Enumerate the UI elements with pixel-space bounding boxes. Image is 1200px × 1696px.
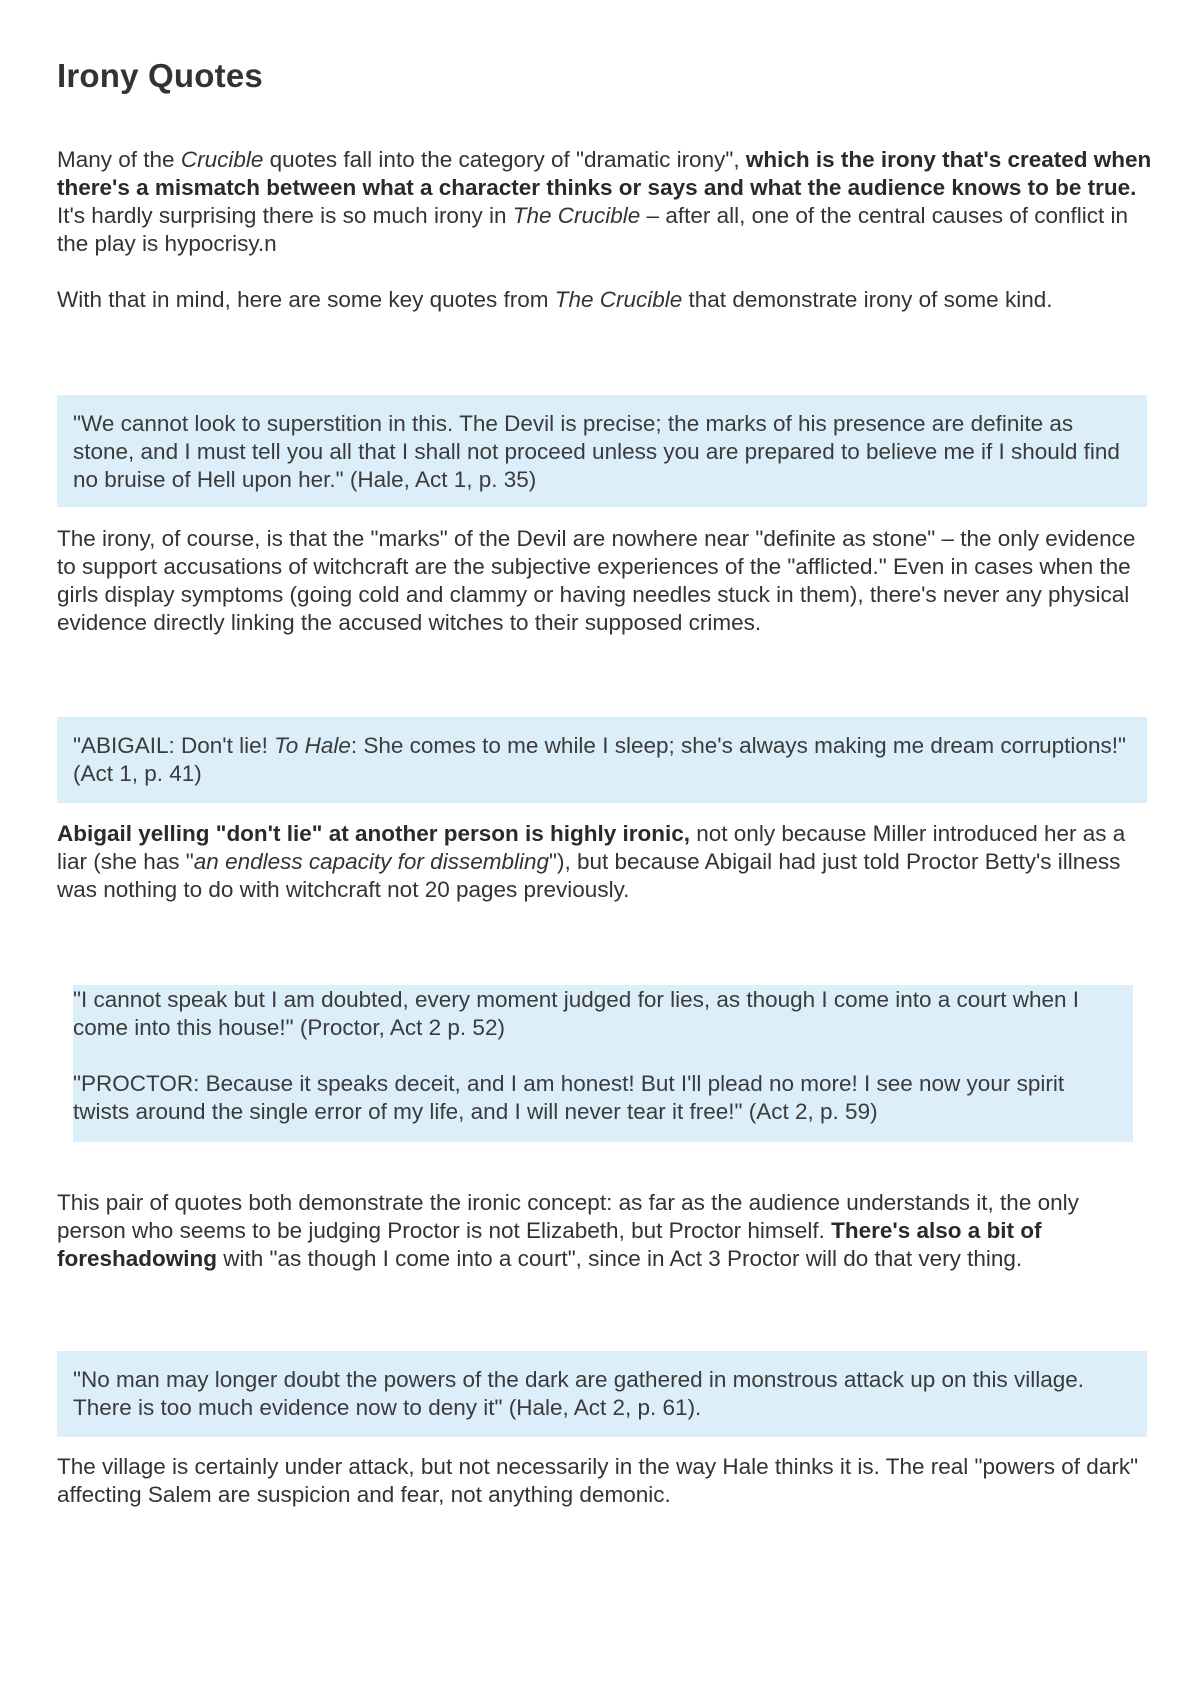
- analysis-text: [57, 1189, 1152, 1273]
- intro-bold-definition: which is the irony that's created when there's a mismatch between what a character thinks or says and what the audience knows to be true.: [57, 147, 1152, 200]
- analysis-italic: an endless capacity for dissembling: [193, 849, 549, 874]
- quote-text-2: "PROCTOR: Because it speaks deceit, and I am honest! But I'll plead no more! I see now your spirit twists around the single error of my life, and I will never tear it free!" (Act 2, p. 59): [73, 1071, 1065, 1124]
- quote-block-4: [57, 1351, 1147, 1437]
- analysis-4: [57, 1453, 1152, 1509]
- analysis-text: The irony, of course, is that the "marks" of the Devil are nowhere near "definite as stone" – the only evidence to support accusations of witchcraft are the subjective experiences of the "afflicted." Even in cases when the girls display symptoms (going cold and clammy or having needles stuck in them), there's never any physical evidence directly linking the accused witches to their supposed crimes.: [57, 526, 1136, 635]
- page-title: Irony Quotes: [57, 57, 263, 94]
- analysis-text-part: "), but because Abigail had just told Proctor Betty's illness was nothing to do with witchcraft not 20 pages previously.: [57, 849, 1121, 902]
- intro-title-italic: Crucible: [180, 147, 264, 172]
- quote-text-part: : She comes to me while I sleep; she's always making me dream corruptions!" (Act 1, p. 41): [73, 733, 1126, 786]
- analysis-bold: There's also a bit of foreshadowing: [57, 1218, 1042, 1271]
- quote-text: "We cannot look to superstition in this. The Devil is precise; the marks of his presence are definite as stone, and I must tell you all that I shall not proceed unless you are prepared to believe me if I should find no bruise of Hell upon her." (Hale, Act 1, p. 35): [73, 411, 1120, 492]
- intro-paragraph-1: [57, 146, 1152, 258]
- intro-text: It's hardly surprising there is so much irony in: [57, 203, 513, 228]
- intro-title-italic: The Crucible: [554, 287, 683, 312]
- analysis-bold: Abigail yelling "don't lie" at another person is highly ironic,: [57, 821, 691, 846]
- intro-text: – after all, one of the central causes of conflict in the play is hypocrisy.n: [57, 203, 1129, 256]
- quote-text-part: "ABIGAIL: Don't lie!: [73, 733, 275, 758]
- intro-text: With that in mind, here are some key quotes from: [57, 287, 555, 312]
- intro-title-italic: The Crucible: [512, 203, 641, 228]
- analysis-text: [57, 820, 1152, 904]
- quote-block-3: [73, 985, 1133, 1142]
- analysis-1: [57, 525, 1152, 637]
- intro-text: Many of the: [57, 147, 181, 172]
- analysis-text: The village is certainly under attack, but not necessarily in the way Hale thinks it is. The real "powers of dark" affecting Salem are suspicion and fear, not anything demonic.: [57, 1454, 1139, 1507]
- intro-paragraph-2: [57, 286, 1152, 314]
- quote-text-1: "I cannot speak but I am doubted, every moment judged for lies, as though I come into a court when I come into this house!" (Proctor, Act 2 p. 52): [73, 987, 1080, 1040]
- quote-block-1: [57, 395, 1147, 507]
- analysis-text-part: with "as though I come into a court", since in Act 3 Proctor will do that very thing.: [217, 1246, 1023, 1271]
- quote-block-2: [57, 717, 1147, 803]
- quote-stage-direction: To Hale: [274, 733, 351, 758]
- analysis-2: [57, 820, 1152, 904]
- intro-section: [57, 146, 1152, 314]
- analysis-text-part: not only because Miller introduced her as a liar (she has ": [57, 821, 1126, 874]
- analysis-3: [57, 1189, 1152, 1273]
- intro-text: quotes fall into the category of "dramatic irony",: [263, 147, 746, 172]
- intro-text: that demonstrate irony of some kind.: [682, 287, 1053, 312]
- analysis-text-part: This pair of quotes both demonstrate the ironic concept: as far as the audience understands it, the only person who seems to be judging Proctor is not Elizabeth, but Proctor himself.: [57, 1190, 1079, 1243]
- quote-text: "No man may longer doubt the powers of the dark are gathered in monstrous attack up on this village. There is too much evidence now to deny it" (Hale, Act 2, p. 61).: [73, 1367, 1085, 1420]
- quote-text: [73, 732, 1131, 788]
